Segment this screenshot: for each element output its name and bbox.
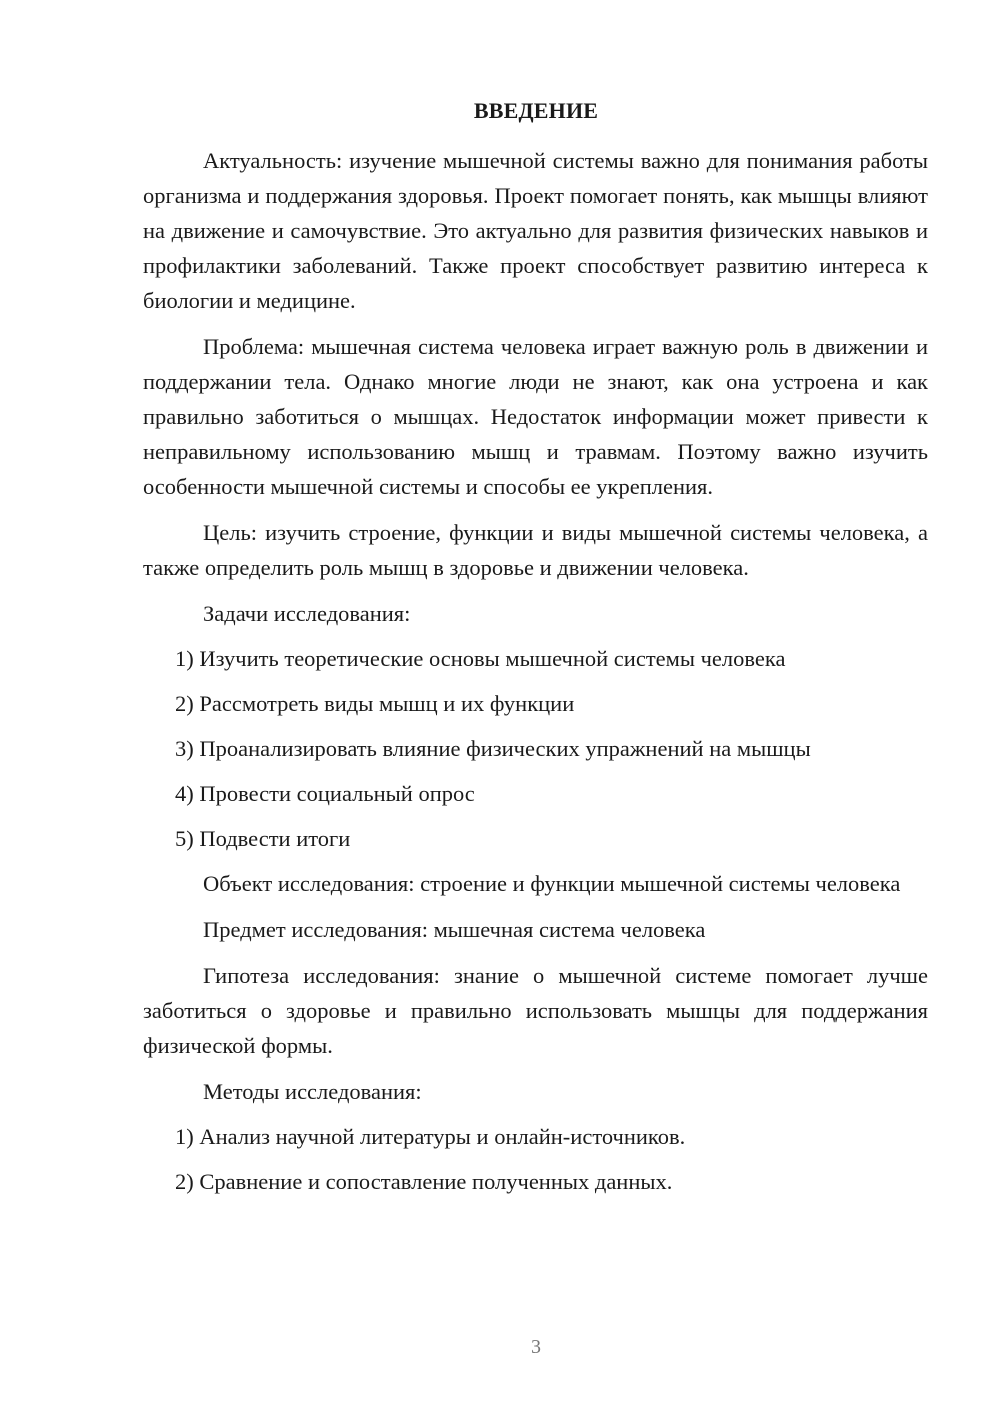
- subject-paragraph: Предмет исследования: мышечная система человека: [203, 917, 706, 942]
- methods-label: Методы исследования:: [203, 1079, 422, 1104]
- task-item: 3) Проанализировать влияние физических упражнений на мышцы: [175, 736, 811, 761]
- method-item: 1) Анализ научной литературы и онлайн-источников.: [175, 1124, 686, 1149]
- relevance-paragraph: Актуальность: изучение мышечной системы важно для понимания работы организма и поддержания здоровья. Проект помогает понять, как мышцы влияют на движение и самочувствие. Это актуально для развития физических навыков и профилактики заболеваний. Также проект способствует развитию интереса к биологии и медицине.: [143, 148, 928, 313]
- goal-paragraph: Цель: изучить строение, функции и виды мышечной системы человека, а также определить роль мышц в здоровье и движении человека.: [143, 520, 928, 580]
- object-paragraph: Объект исследования: строение и функции мышечной системы человека: [203, 871, 901, 896]
- page-number: 3: [531, 1336, 541, 1358]
- task-item: 4) Провести социальный опрос: [175, 781, 475, 806]
- problem-paragraph: Проблема: мышечная система человека играет важную роль в движении и поддержании тела. Однако многие люди не знают, как она устроена и как правильно заботиться о мышцах. Недостаток информации может привести к неправильному использованию мышц и травмам. Поэтому важно изучить особенности мышечной системы и способы ее укрепления.: [143, 334, 928, 499]
- section-title: ВВЕДЕНИЕ: [473, 98, 599, 123]
- method-item: 2) Сравнение и сопоставление полученных данных.: [175, 1169, 673, 1194]
- task-item: 5) Подвести итоги: [175, 826, 351, 851]
- tasks-label: Задачи исследования:: [203, 601, 411, 626]
- hypothesis-paragraph: Гипотеза исследования: знание о мышечной системе помогает лучше заботиться о здоровье и правильно использовать мышцы для поддержания физической формы.: [143, 963, 928, 1058]
- document-body: [143, 143, 928, 1209]
- task-item: 2) Рассмотреть виды мышц и их функции: [175, 691, 575, 716]
- task-item: 1) Изучить теоретические основы мышечной системы человека: [175, 646, 786, 671]
